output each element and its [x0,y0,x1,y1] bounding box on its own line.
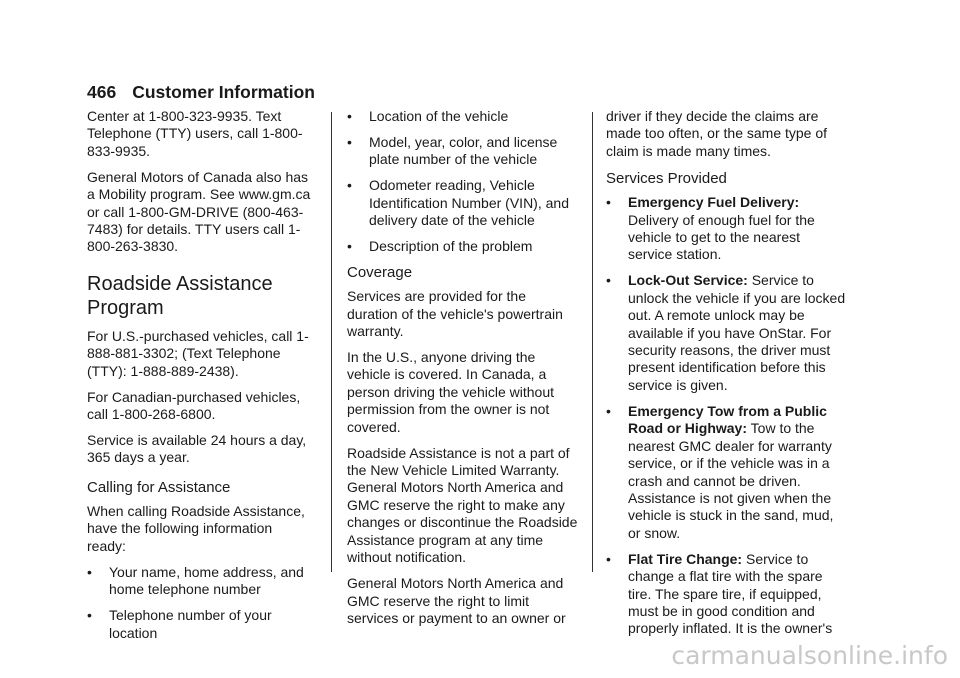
paragraph: Service is available 24 hours a day, 365 days a year. [87,432,307,466]
paragraph: driver if they decide the claims are made too often, or the same type of claim is made many times. [606,108,828,159]
bullet-icon: • [87,563,92,580]
list-item [347,238,579,255]
list-item-text: Odometer reading, Vehicle Identification Number (VIN), and delivery date of the vehicle [369,177,569,229]
heading-calling-for-assistance: Calling for Assistance [87,478,231,496]
service-term: Emergency Tow from a Public Road or Highway: [628,402,827,437]
list-item-text: Location of the vehicle [369,108,509,124]
heading-services-provided: Services Provided [606,170,727,188]
paragraph: General Motors North America and GMC reserve the right to limit services or payment to an owner or [347,575,566,626]
bullet-icon: • [347,177,352,194]
paragraph: Roadside Assistance is not a part of the New Vehicle Limited Warranty. General Motors North America and GMC reserve the right to make any changes or discontinue the Roadside Assistance program at any time without notification. [347,444,578,566]
column-1 [87,108,315,651]
service-description: Service to change a flat tire with the spare tire. The spare tire, if equipped, must be in good condition and properly inflated. It is the owner's [628,550,833,637]
list-item [87,607,315,642]
paragraph: In the U.S., anyone driving the vehicle is covered. In Canada, a person driving the vehicle without permission from the owner is not covered. [347,349,555,435]
list-item [606,551,846,638]
info-list [87,564,315,642]
list-item [347,177,579,229]
service-description: Delivery of enough fuel for the vehicle to get to the nearest service station. [628,211,815,263]
watermark: carmanualsonline.info [671,641,948,670]
service-description: Tow to the nearest GMC dealer for warranty service, or if the vehicle was in a crash and cannot be driven. Assistance is not given when the vehicle is stuck in the sand, mud, or snow. [628,420,834,541]
heading-roadside-assistance: Roadside Assistance Program [87,272,273,319]
column-2 [347,108,579,636]
paragraph: When calling Roadside Assistance, have the following information ready: [87,502,305,554]
heading-coverage: Coverage [347,264,413,282]
page-number: 466 [87,82,117,102]
column-divider-2 [592,112,593,572]
bullet-icon: • [347,238,352,255]
bullet-icon: • [606,194,611,211]
list-item-text: Telephone number of your location [109,607,272,641]
list-item [606,194,846,264]
list-item [606,272,846,394]
paragraph: For Canadian-purchased vehicles, call 1-800-268-6800. [87,388,301,423]
section-title: Customer Information [132,82,315,102]
paragraph: General Motors of Canada also has a Mobility program. See www.gm.ca or call 1-800-GM-DRIVE (800-463-7483) for details. TTY users call 1-800-263-3830. [87,168,311,255]
service-description: Service to unlock the vehicle if you are locked out. A remote unlock may be available if you have OnStar. For security reasons, the driver must present identification before this service is given. [628,272,846,393]
bullet-icon: • [347,108,352,124]
list-item-text: Description of the problem [369,238,533,255]
list-item-text: Model, year, color, and license plate number of the vehicle [369,134,558,168]
info-list [347,108,579,256]
list-item [87,564,315,599]
service-term: Flat Tire Change: [628,550,743,567]
bullet-icon: • [87,607,92,624]
services-list [606,194,846,638]
bullet-icon: • [606,550,611,567]
service-term: Lock-Out Service: [628,272,748,289]
bullet-icon: • [606,272,611,289]
column-divider-1 [331,112,332,572]
column-3 [606,108,846,646]
paragraph: For U.S.-purchased vehicles, call 1-888-881-3302; (Text Telephone (TTY): 1-888-889-2438). [87,327,309,379]
list-item [347,134,579,169]
page-header [87,82,315,103]
service-term: Emergency Fuel Delivery: [628,194,800,211]
paragraph: Services are provided for the duration of the vehicle's powertrain warranty. [347,288,563,340]
paragraph: Center at 1-800-323-9935. Text Telephone (TTY) users, call 1-800-833-9935. [87,108,303,159]
list-item [347,108,579,125]
list-item-text: Your name, home address, and home telephone number [109,563,304,598]
list-item [606,403,846,542]
bullet-icon: • [606,402,611,419]
bullet-icon: • [347,134,352,150]
